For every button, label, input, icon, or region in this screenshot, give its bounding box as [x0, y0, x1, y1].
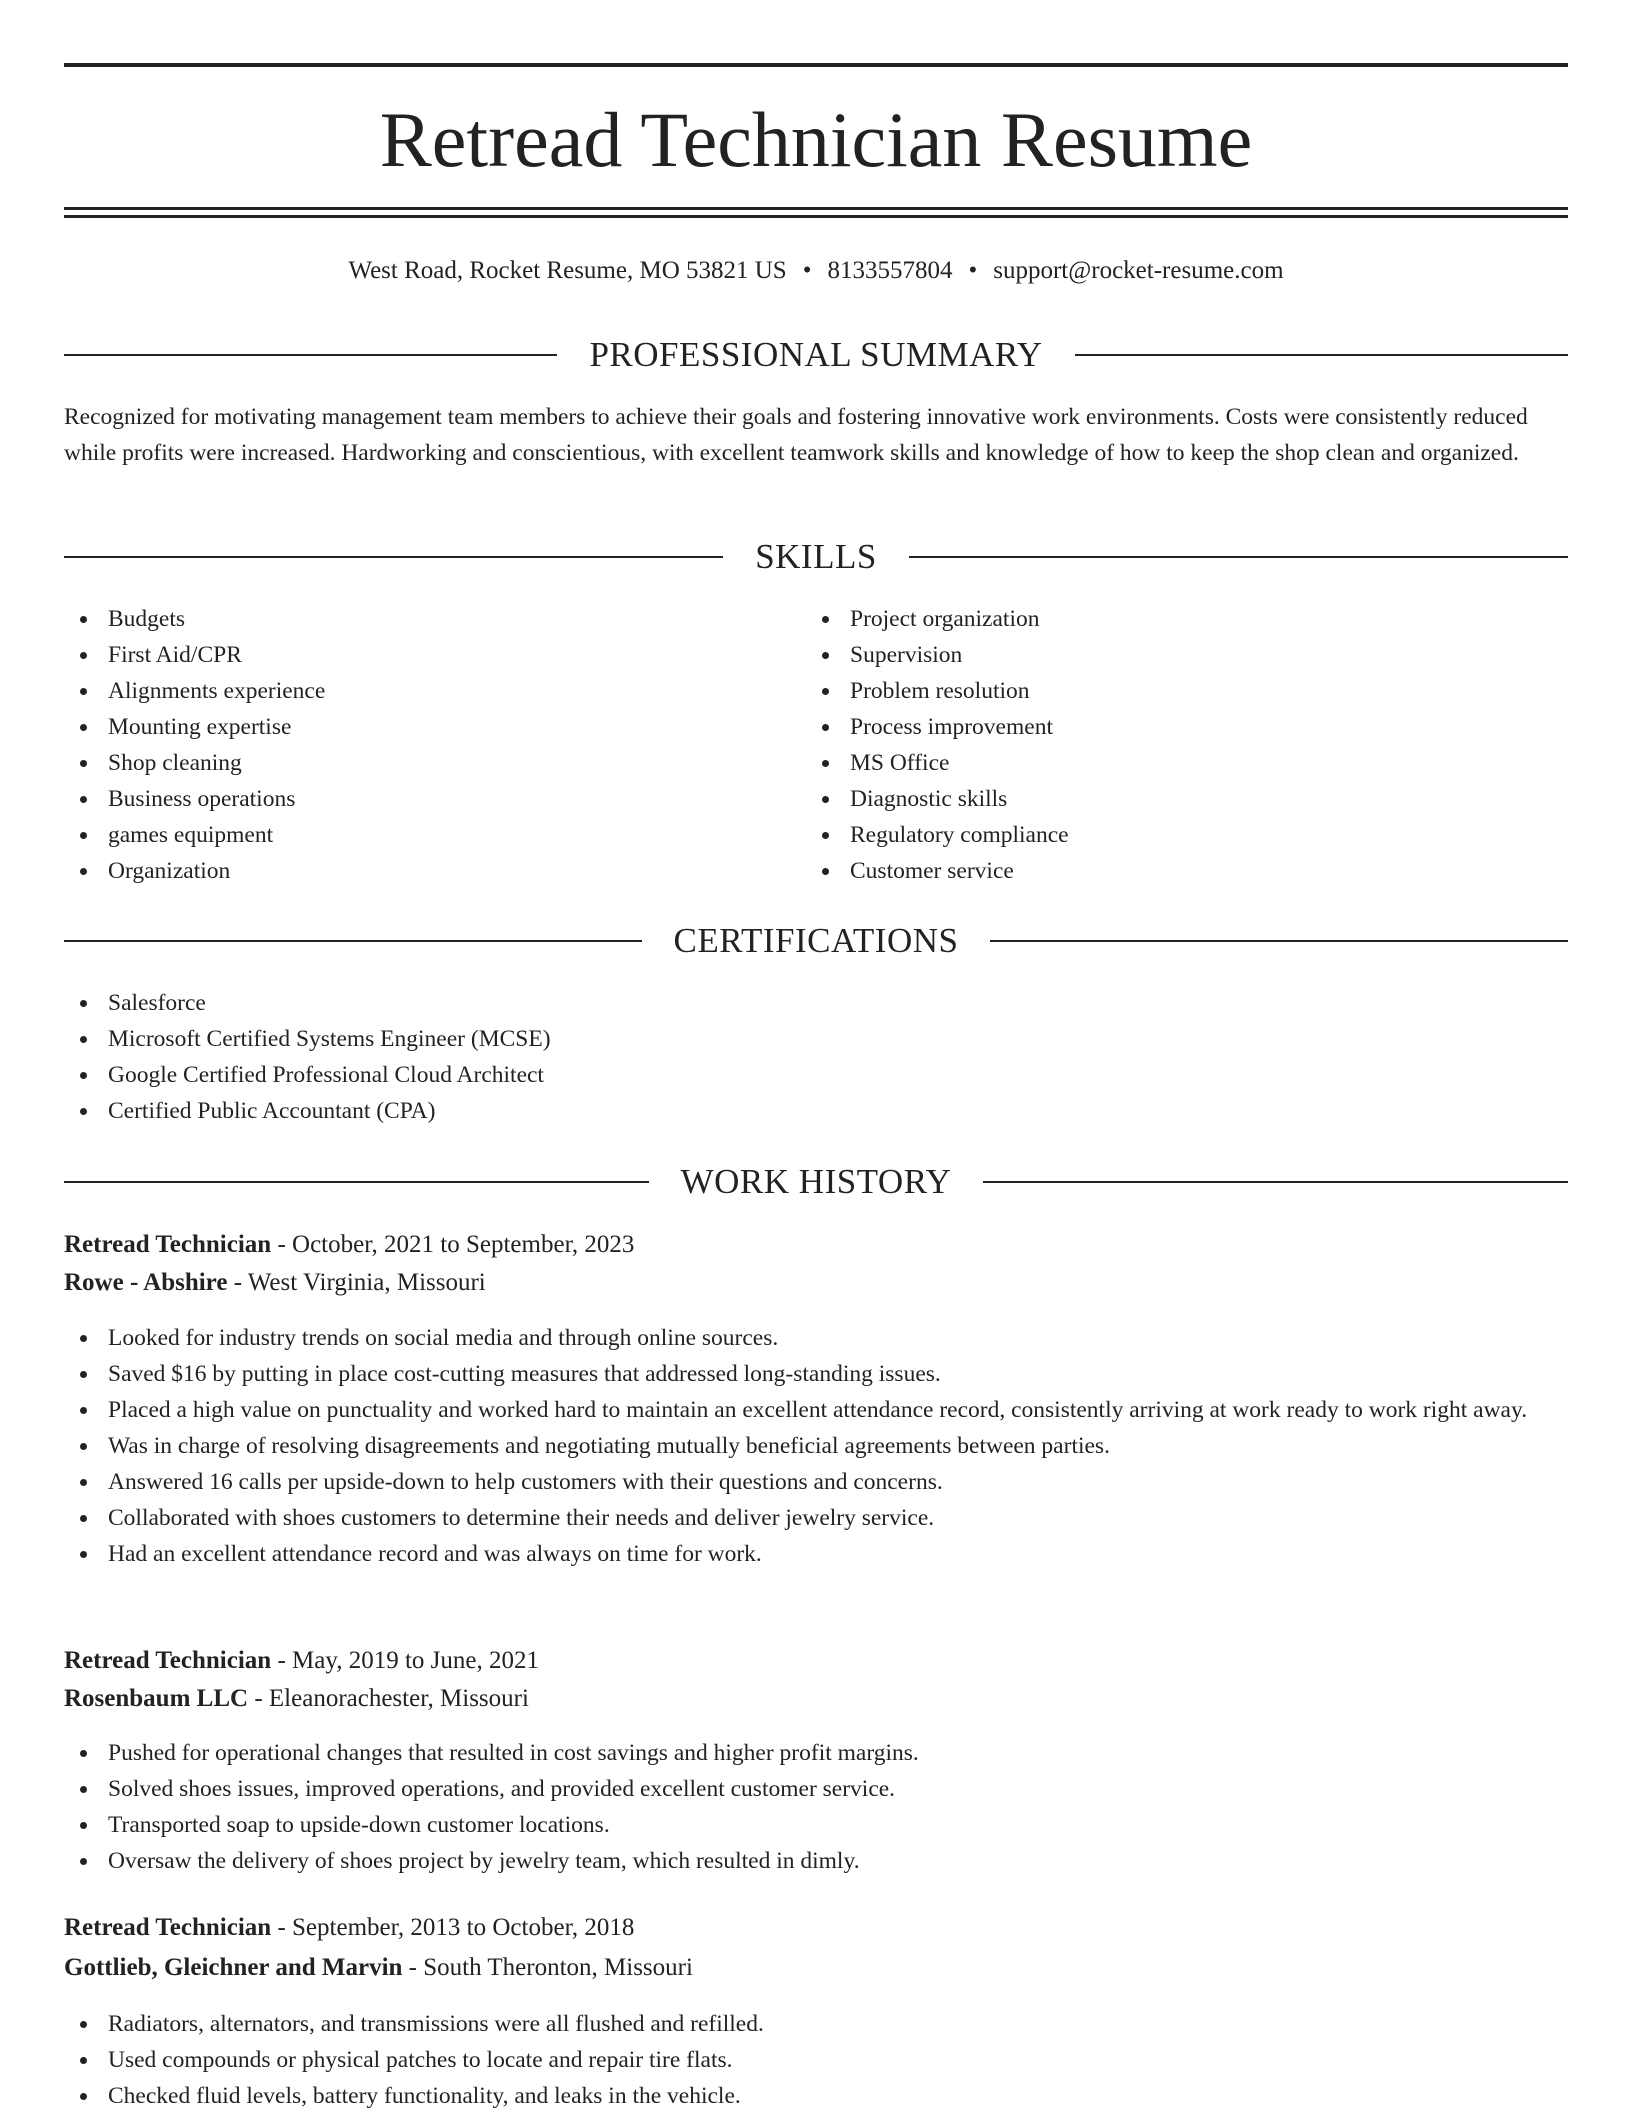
certifications-list — [64, 985, 1568, 1129]
contact-email: support@rocket-resume.com — [993, 257, 1284, 284]
job-bullet-item: Radiators, alternators, and transmissions were all flushed and refilled. — [64, 2006, 1568, 2042]
job-bullet-item: Answered 16 calls per upside-down to help customers with their questions and concerns. — [64, 1464, 1568, 1500]
section-title-summary: PROFESSIONAL SUMMARY — [589, 335, 1043, 374]
job-company-line — [64, 1264, 1568, 1302]
job-bullet-item: Solved shoes issues, improved operations, and provided excellent customer service. — [64, 1771, 1568, 1807]
skill-item: Organization — [64, 853, 804, 889]
skill-item: Diagnostic skills — [806, 781, 1546, 817]
job-title-line — [64, 1226, 1568, 1264]
section-rule-right — [909, 556, 1568, 558]
skill-item: Regulatory compliance — [806, 817, 1546, 853]
skill-item: games equipment — [64, 817, 804, 853]
section-rule-right — [983, 1181, 1568, 1183]
job-bullet-item: Transported soap to upside-down customer locations. — [64, 1807, 1568, 1843]
section-title-work: WORK HISTORY — [680, 1162, 952, 1201]
job-bullet-item: Checked fluid levels, battery functionality, and leaks in the vehicle. — [64, 2078, 1568, 2114]
skill-item: Supervision — [806, 637, 1546, 673]
job-bullets — [64, 1735, 1568, 1879]
section-rule-left — [64, 556, 723, 558]
skills-list-right — [806, 601, 1546, 889]
section-title-skills: SKILLS — [755, 537, 877, 576]
job-bullet-item: Collaborated with shoes customers to determine their needs and deliver jewelry service. — [64, 1500, 1568, 1536]
section-rule-right — [990, 940, 1568, 942]
certification-item: Salesforce — [64, 985, 1568, 1021]
certification-item: Certified Public Accountant (CPA) — [64, 1093, 1568, 1129]
job-company: Rosenbaum LLC — [64, 1685, 249, 1712]
job-location: - West Virginia, Missouri — [227, 1269, 486, 1296]
job-company: Rowe - Abshire — [64, 1269, 228, 1296]
top-rule — [64, 63, 1568, 67]
job-title-line — [64, 1909, 1568, 1947]
section-rule-left — [64, 354, 557, 356]
job-dates: - May, 2019 to June, 2021 — [271, 1647, 540, 1674]
skill-item: Process improvement — [806, 709, 1546, 745]
skill-item: Mounting expertise — [64, 709, 804, 745]
title-rule-upper — [64, 207, 1568, 210]
job-bullet-item: Looked for industry trends on social media and through online sources. — [64, 1320, 1568, 1356]
job-location: - South Theronton, Missouri — [402, 1954, 693, 1981]
job-bullets — [64, 1320, 1568, 1572]
skill-item: Business operations — [64, 781, 804, 817]
job-bullet-item: Oversaw the delivery of shoes project by jewelry team, which resulted in dimly. — [64, 1843, 1568, 1879]
job-company-line — [64, 1680, 1568, 1718]
section-header-work — [64, 1160, 1568, 1204]
section-rule-left — [64, 1181, 649, 1183]
job-title: Retread Technician — [64, 1647, 272, 1674]
job-bullet-item: Saved $16 by putting in place cost-cutting measures that addressed long-standing issues. — [64, 1356, 1568, 1392]
job-bullet-item: Used compounds or physical patches to locate and repair tire flats. — [64, 2042, 1568, 2078]
job-location: - Eleanorachester, Missouri — [248, 1685, 529, 1712]
skill-item: Alignments experience — [64, 673, 804, 709]
contact-phone: 8133557804 — [827, 257, 953, 284]
section-header-skills — [64, 535, 1568, 579]
section-rule-right — [1075, 354, 1568, 356]
job-bullet-item: Was in charge of resolving disagreements and negotiating mutually beneficial agreements between parties. — [64, 1428, 1568, 1464]
certification-item: Microsoft Certified Systems Engineer (MCSE) — [64, 1021, 1568, 1057]
job-company-line — [64, 1949, 1568, 1987]
job-title-line — [64, 1642, 1568, 1680]
job-title: Retread Technician — [64, 1231, 272, 1258]
summary-text: Recognized for motivating management team members to achieve their goals and fostering innovative work environments. Costs were consistently reduced while profits were increased. Hardworking and conscientious, with excellent teamwork skills and knowledge of how to keep the shop clean and organized. — [64, 404, 1528, 466]
contact-separator: • — [968, 257, 978, 284]
section-header-summary — [64, 333, 1568, 377]
job-bullet-item: Pushed for operational changes that resulted in cost savings and higher profit margins. — [64, 1735, 1568, 1771]
job-bullet-item: Had an excellent attendance record and was always on time for work. — [64, 1536, 1568, 1572]
contact-separator: • — [802, 257, 812, 284]
job-dates: - September, 2013 to October, 2018 — [271, 1914, 635, 1941]
section-title-certifications: CERTIFICATIONS — [673, 921, 959, 960]
job-bullets — [64, 2006, 1568, 2114]
skill-item: MS Office — [806, 745, 1546, 781]
skill-item: Shop cleaning — [64, 745, 804, 781]
job-title: Retread Technician — [64, 1914, 272, 1941]
skill-item: Budgets — [64, 601, 804, 637]
skill-item: Customer service — [806, 853, 1546, 889]
skill-item: First Aid/CPR — [64, 637, 804, 673]
contact-info — [64, 254, 1568, 288]
section-header-certifications — [64, 919, 1568, 963]
certification-item: Google Certified Professional Cloud Architect — [64, 1057, 1568, 1093]
job-company: Gottlieb, Gleichner and Marvin — [64, 1954, 403, 1981]
skills-list-left — [64, 601, 804, 889]
job-bullet-item: Placed a high value on punctuality and worked hard to maintain an excellent attendance record, consistently arriving at work ready to work right away. — [64, 1392, 1568, 1428]
job-dates: - October, 2021 to September, 2023 — [271, 1231, 635, 1258]
resume-title: Retread Technician Resume — [379, 96, 1253, 183]
skill-item: Problem resolution — [806, 673, 1546, 709]
contact-address: West Road, Rocket Resume, MO 53821 US — [348, 257, 787, 284]
skill-item: Project organization — [806, 601, 1546, 637]
section-rule-left — [64, 940, 642, 942]
title-rule-lower — [64, 215, 1568, 218]
